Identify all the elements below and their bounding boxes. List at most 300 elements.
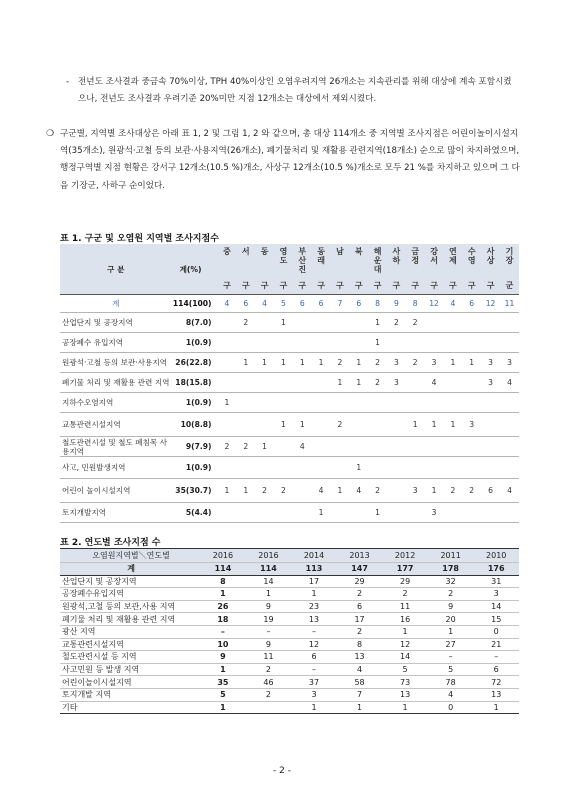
table-cell: 3: [473, 588, 519, 601]
district-char: 수: [467, 247, 476, 256]
row-label: 교통관련시설지역: [60, 413, 170, 437]
district-name: [506, 247, 514, 265]
table-cell: 5: [428, 663, 474, 676]
table-cell: [331, 457, 350, 479]
table-cell: 1: [425, 479, 444, 503]
dash-marker: -: [66, 77, 70, 87]
district-suffix: 구: [354, 281, 363, 290]
district-header-label: [387, 244, 406, 294]
paragraph-exclusion-note: [66, 74, 518, 108]
table-cell: 2: [368, 373, 387, 393]
table-cell: [255, 413, 274, 437]
district-suffix: 구: [430, 281, 438, 290]
row-total-pct: 1(0.9): [170, 393, 218, 413]
table-cell: 4: [428, 688, 474, 701]
table-cell: 3: [291, 688, 337, 701]
district-char: 부: [298, 247, 307, 256]
district-header-label: [368, 244, 387, 294]
district-char: 하: [392, 256, 401, 265]
district-char: 정: [411, 256, 420, 265]
district-char: 중: [223, 247, 231, 256]
table-cell: 31: [473, 575, 519, 588]
district-char: 해: [373, 247, 382, 256]
table-cell: 1: [337, 701, 383, 714]
table-cell: 1: [428, 625, 474, 638]
table-cell: 2: [274, 479, 293, 503]
row-total-pct: 26(22.8): [170, 353, 218, 373]
table-cell: 5: [274, 295, 293, 313]
table-cell: 23: [291, 600, 337, 613]
district-header: [274, 244, 293, 295]
table-cell: [443, 437, 462, 457]
table-cell: [387, 333, 406, 353]
row-total-pct: 35(30.7): [170, 479, 218, 503]
table-cell: [255, 313, 274, 333]
table-cell: 2: [406, 313, 425, 333]
table-cell: [255, 333, 274, 353]
table-cell: 1: [200, 701, 246, 714]
year-total: 147: [337, 563, 383, 576]
paragraph-text: 구군별, 지역별 조사대상은 아래 표 1, 2 및 그림 1, 2 와 같으며, 총 대상 114개소 중 지역별 조사지점은 어린이놀이시설지역(35개소), 원광석·고철 등의 보관·사용지역(26개소), 폐기물처리 및 재활용 관련지역(18개소) 순으로 많이 차지하였으며, 행정구역별 지점 현황은 강서구 12개소(10.5 %)개소, 사상구 12개소(10.5 %)개소로 모두 21 %를 차지하고 있으며 그 다음 기장군, 사하구 순이었다.: [60, 129, 520, 191]
table-cell: 6: [481, 479, 500, 503]
table-cell: [274, 457, 293, 479]
table-cell: 8: [406, 295, 425, 313]
table-cell: 1: [406, 413, 425, 437]
table-cell: [368, 393, 387, 413]
row-total-pct: 9(7.9): [170, 437, 218, 457]
table-cell: 5: [382, 663, 428, 676]
table-cell: 2: [428, 588, 474, 601]
row-label: 폐기물 처리 및 재활용 관련 지역: [60, 373, 170, 393]
row-label: 지하수오염지역: [60, 393, 170, 413]
table-cell: 1: [293, 413, 312, 437]
district-name: [298, 247, 306, 274]
table-cell: 2: [337, 588, 383, 601]
district-char: 동: [260, 247, 269, 256]
table-cell: 2: [236, 313, 255, 333]
table-cell: [312, 333, 331, 353]
table-cell: 11: [500, 295, 519, 313]
district-name: [223, 247, 231, 256]
district-header-label: [443, 244, 462, 294]
table-cell: 4: [337, 663, 383, 676]
table-cell: 6: [293, 295, 312, 313]
table2-caption: 표 2. 연도별 조사지점 수: [60, 538, 161, 548]
table-cell: [387, 393, 406, 413]
table-cell: 15: [473, 613, 519, 626]
district-name: [430, 247, 438, 265]
table-cell: [236, 373, 255, 393]
table-cell: [293, 313, 312, 333]
table-cell: 1: [443, 413, 462, 437]
table-cell: [443, 503, 462, 523]
table-total-row: [60, 563, 519, 576]
table-cell: 13: [382, 688, 428, 701]
table-cell: 7: [331, 295, 350, 313]
table-cell: [255, 457, 274, 479]
table-cell: [236, 457, 255, 479]
table-cell: 18: [200, 613, 246, 626]
table-row: [60, 503, 519, 523]
table-cell: 9: [428, 600, 474, 613]
table-cell: 1: [443, 353, 462, 373]
district-header: [481, 244, 500, 295]
table-cell: [387, 479, 406, 503]
table-cell: [312, 373, 331, 393]
district-char: 서: [430, 256, 438, 265]
table-cell: [274, 393, 293, 413]
table-cell: [368, 437, 387, 457]
table-cell: 26: [200, 600, 246, 613]
table-cell: [406, 393, 425, 413]
row-label: 토지개발 지역: [60, 688, 200, 701]
paragraph-survey-summary: [46, 126, 520, 195]
table-cell: 12: [425, 295, 444, 313]
table-cell: 6: [349, 295, 368, 313]
district-suffix: 구: [223, 281, 231, 290]
table-row: [60, 393, 519, 413]
row-label: 철도관련시설 및 철도 폐침목 사용지역: [60, 437, 170, 457]
table-cell: 7: [337, 688, 383, 701]
table-cell: 58: [337, 676, 383, 689]
table-cell: [293, 333, 312, 353]
district-char: 제: [449, 256, 457, 265]
district-suffix: 구: [260, 281, 269, 290]
table-cell: [443, 457, 462, 479]
table-cell: [312, 393, 331, 413]
table-cell: 0: [428, 701, 474, 714]
table-cell: [500, 457, 519, 479]
table-cell: 72: [473, 676, 519, 689]
table-cell: 2: [443, 479, 462, 503]
district-header: [255, 244, 274, 295]
table-cell: [500, 413, 519, 437]
table-cell: 1: [274, 313, 293, 333]
table-cell: 9: [246, 638, 292, 651]
table-cell: 3: [462, 413, 481, 437]
table-cell: –: [246, 625, 292, 638]
district-char: 산: [298, 256, 307, 265]
year-header: 2016: [200, 549, 246, 563]
table-cell: [349, 503, 368, 523]
table-cell: 32: [428, 575, 474, 588]
year-header: 2010: [473, 549, 519, 563]
table-cell: 5: [200, 688, 246, 701]
table-row: [60, 651, 519, 664]
table-cell: 1: [368, 313, 387, 333]
table-cell: 2: [368, 479, 387, 503]
table-cell: [443, 333, 462, 353]
table-cell: 1: [218, 393, 237, 413]
table-cell: 27: [428, 638, 474, 651]
table-cell: [218, 313, 237, 333]
table-cell: [481, 333, 500, 353]
table-cell: 46: [246, 676, 292, 689]
district-header-label: [406, 244, 425, 294]
district-char: 래: [317, 256, 325, 265]
table-cell: –: [291, 663, 337, 676]
table-cell: [349, 393, 368, 413]
table-cell: [368, 457, 387, 479]
table-cell: 29: [382, 575, 428, 588]
table-cell: 14: [382, 651, 428, 664]
table-cell: 1: [291, 701, 337, 714]
table-cell: [481, 503, 500, 523]
table-cell: 1: [331, 373, 350, 393]
row-label: 어린이 놀이시설지역: [60, 479, 170, 503]
year-header: 2014: [291, 549, 337, 563]
table-cell: [425, 457, 444, 479]
table-cell: 1: [218, 479, 237, 503]
table-cell: [255, 373, 274, 393]
row-label: 원광석,고철 등의 보관,사용 지역: [60, 600, 200, 613]
row-total-pct: 18(15.8): [170, 373, 218, 393]
table-cell: 13: [337, 651, 383, 664]
table-cell: 1: [382, 701, 428, 714]
table-cell: 73: [382, 676, 428, 689]
district-header-label: [236, 244, 255, 294]
district-header: [443, 244, 462, 295]
table-cell: [481, 457, 500, 479]
district-char: 사: [392, 247, 401, 256]
table-cell: 20: [428, 613, 474, 626]
table-cell: [236, 503, 255, 523]
table-cell: [274, 437, 293, 457]
page-number: - 2 -: [273, 766, 291, 776]
district-name: [355, 247, 363, 256]
header-source-year: 오염원지역별＼연도별: [60, 549, 200, 563]
table-cell: 3: [481, 373, 500, 393]
table-cell: 3: [500, 353, 519, 373]
table-cell: [312, 437, 331, 457]
table-cell: 1: [312, 503, 331, 523]
table-cell: [274, 503, 293, 523]
table-cell: 4: [443, 295, 462, 313]
header-category: 구 분: [60, 244, 170, 295]
district-name: [374, 247, 382, 274]
table-cell: 1: [473, 701, 519, 714]
table-cell: [500, 437, 519, 457]
table-cell: [293, 373, 312, 393]
table-cell: 2: [337, 625, 383, 638]
table-cell: 1: [236, 479, 255, 503]
district-char: 상: [486, 256, 495, 265]
row-label: 토지개발지역: [60, 503, 170, 523]
table-cell: [443, 373, 462, 393]
table-cell: 1: [274, 353, 293, 373]
table-cell: 3: [481, 353, 500, 373]
table-cell: 8: [200, 575, 246, 588]
table-cell: [462, 373, 481, 393]
row-label: 산업단지 및 공장지역: [60, 575, 200, 588]
district-suffix: 구: [392, 281, 401, 290]
row-total-pct: 114(100): [170, 295, 218, 313]
row-label: 사고, 민원발생지역: [60, 457, 170, 479]
district-char: 운: [373, 256, 382, 265]
table-cell: [462, 313, 481, 333]
table-cell: [331, 393, 350, 413]
district-header: [462, 244, 481, 295]
table-cell: [368, 413, 387, 437]
district-header-label: [274, 244, 293, 294]
table-cell: [218, 353, 237, 373]
table-cell: [293, 479, 312, 503]
table-row: [60, 437, 519, 457]
district-header-label: [312, 244, 331, 294]
district-char: 남: [336, 247, 344, 256]
table-cell: 12: [382, 638, 428, 651]
row-label: 교통관련시설지역: [60, 638, 200, 651]
table-cell: 1: [425, 413, 444, 437]
table-cell: 6: [236, 295, 255, 313]
table-cell: [462, 503, 481, 523]
table-cell: 4: [500, 479, 519, 503]
district-char: 영: [279, 247, 288, 256]
table-cell: 13: [473, 688, 519, 701]
table-total-row: [60, 295, 519, 313]
district-char: 기: [505, 247, 514, 256]
row-total-pct: 8(7.0): [170, 313, 218, 333]
table-cell: [218, 457, 237, 479]
table-cell: 1: [293, 353, 312, 373]
table-row: [60, 333, 519, 353]
table-cell: 2: [382, 588, 428, 601]
table-row: [60, 600, 519, 613]
district-char: 강: [430, 247, 438, 256]
bullet-circle-icon: ❍: [46, 129, 55, 139]
table-cell: 10: [200, 638, 246, 651]
table-cell: 1: [349, 457, 368, 479]
table-cell: [312, 413, 331, 437]
table-cell: 9: [246, 600, 292, 613]
yearly-survey-table: [60, 548, 519, 714]
district-name: [468, 247, 476, 265]
district-char: 서: [241, 247, 250, 256]
table-cell: [500, 503, 519, 523]
table-cell: 1: [255, 437, 274, 457]
district-header: [236, 244, 255, 295]
district-header: [425, 244, 444, 295]
table-cell: [406, 437, 425, 457]
district-suffix: 구: [373, 281, 382, 290]
table-cell: [218, 333, 237, 353]
table-cell: 9: [387, 295, 406, 313]
table-cell: 1: [200, 663, 246, 676]
header-total-pct: 계(%): [170, 244, 218, 295]
district-header-label: [500, 244, 519, 294]
table-cell: [349, 313, 368, 333]
table-cell: 14: [473, 600, 519, 613]
table-cell: 14: [246, 575, 292, 588]
table-cell: 1: [246, 588, 292, 601]
district-header: [312, 244, 331, 295]
district-name: [336, 247, 344, 256]
table-cell: 6: [337, 600, 383, 613]
table-cell: 1: [349, 373, 368, 393]
table-cell: [425, 437, 444, 457]
table-cell: 1: [312, 353, 331, 373]
table-cell: [443, 313, 462, 333]
table-cell: 2: [406, 353, 425, 373]
table-row: [60, 373, 519, 393]
table-cell: 2: [462, 479, 481, 503]
table-cell: 29: [337, 575, 383, 588]
table-cell: 4: [218, 295, 237, 313]
table-cell: 8: [368, 295, 387, 313]
table-cell: 17: [291, 575, 337, 588]
district-source-table: [60, 244, 519, 523]
district-header-label: [218, 244, 237, 294]
year-header: 2011: [428, 549, 474, 563]
table-cell: 4: [255, 295, 274, 313]
table-row: [60, 588, 519, 601]
table-cell: 3: [425, 503, 444, 523]
table-header-row: [60, 244, 519, 295]
table-cell: 1: [274, 413, 293, 437]
district-suffix: 구: [279, 281, 288, 290]
district-name: [242, 247, 250, 256]
table-cell: 19: [246, 613, 292, 626]
district-char: 북: [354, 247, 363, 256]
table-cell: –: [200, 625, 246, 638]
table-cell: 3: [387, 373, 406, 393]
table-cell: 3: [425, 353, 444, 373]
table-cell: 6: [462, 295, 481, 313]
table-row: [60, 613, 519, 626]
table-cell: 35: [200, 676, 246, 689]
row-label: 공장폐수 유입지역: [60, 333, 170, 353]
year-total: 176: [473, 563, 519, 576]
table-cell: [481, 437, 500, 457]
district-name: [393, 247, 401, 265]
row-label: 계: [60, 295, 170, 313]
table-cell: [500, 333, 519, 353]
table-cell: –: [473, 651, 519, 664]
table-row: [60, 625, 519, 638]
table-cell: 6: [312, 295, 331, 313]
table-row: [60, 688, 519, 701]
table-row: [60, 457, 519, 479]
table-cell: 16: [382, 613, 428, 626]
table-cell: 9: [200, 651, 246, 664]
table-cell: [406, 333, 425, 353]
table-cell: [406, 503, 425, 523]
district-suffix: 구: [336, 281, 344, 290]
district-name: [317, 247, 325, 265]
table-cell: [236, 393, 255, 413]
row-total-pct: 10(8.8): [170, 413, 218, 437]
table-cell: [462, 333, 481, 353]
table-cell: 1: [291, 588, 337, 601]
table-cell: 1: [255, 353, 274, 373]
table-cell: [425, 313, 444, 333]
table-cell: [255, 393, 274, 413]
district-header: [387, 244, 406, 295]
row-label: 폐기물 처리 및 재활용 관련 지역: [60, 613, 200, 626]
district-header-label: [255, 244, 274, 294]
year-total: 114: [200, 563, 246, 576]
table-cell: [481, 393, 500, 413]
table-cell: 13: [291, 613, 337, 626]
year-header: 2013: [337, 549, 383, 563]
table-cell: 6: [473, 663, 519, 676]
table-cell: 1: [382, 625, 428, 638]
row-label: 광산 지역: [60, 625, 200, 638]
table-cell: –: [428, 651, 474, 664]
table-cell: 3: [406, 479, 425, 503]
total-label: 계: [60, 563, 200, 576]
table-cell: [293, 503, 312, 523]
